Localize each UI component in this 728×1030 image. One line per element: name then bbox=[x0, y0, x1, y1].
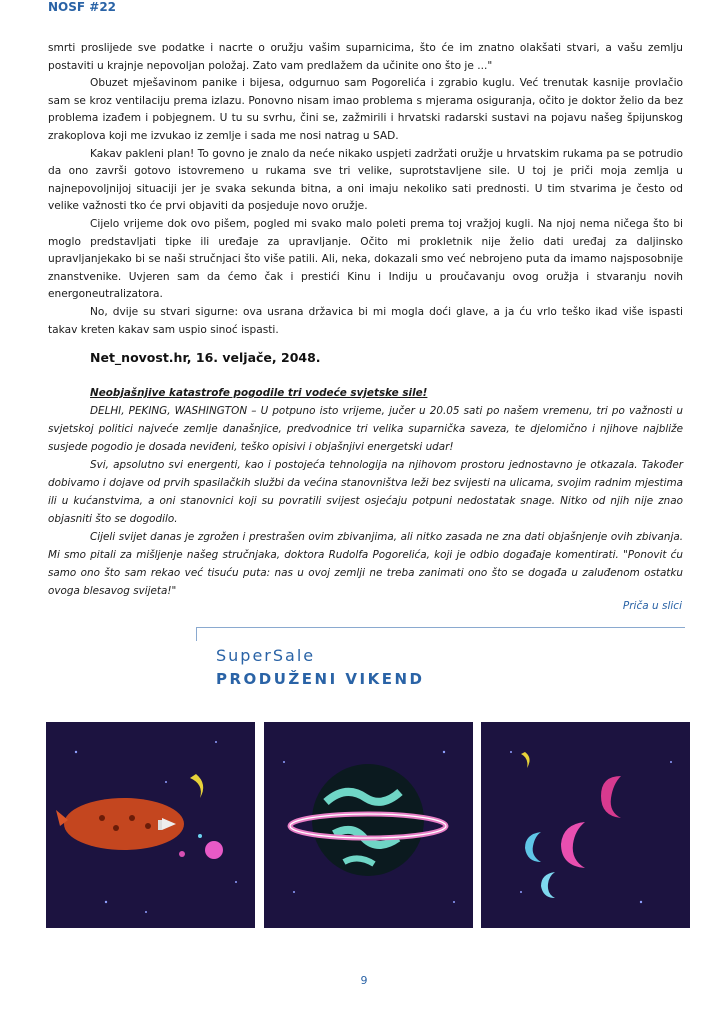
page-number: 9 bbox=[360, 974, 368, 987]
story-paragraph: No, dvije su stvari sigurne: ova usrana državica bi mi mogla doći glave, a ja ću vrlo teško ikad više ispasti takav kreten kakav sam uspio sinoć ispasti. bbox=[48, 305, 683, 336]
story-paragraph: smrti proslijede sve podatke i nacrte o oružju vašim suparnicima, što će im znatno olakšati stvari, a vašu zemlju postaviti u krajnje nepovoljan položaj. Zato vam predlažem da učinite ono što je ..." bbox=[48, 42, 683, 72]
story-paragraph: Cijelo vrijeme dok ovo pišem, pogled mi svako malo poleti prema toj vražjoj kugli. Na njoj nema ničega što bi moglo predstavljati tipke ili uređaje za upravljanje. Očito mi prokletnik nije želio dati uređaj za daljinsko upravljanjekako bi se naši stručnjaci što više patili. Ali, neka, dokazali smo već nebrojeno puta da imamo najsposobnije znanstvenike. Uvjeren sam da ćemo čak i prestići Kinu i Indiju u proučavanju ovog oružja i stvaranju novih energoneutralizatora. bbox=[48, 217, 683, 301]
news-dateline: DELHI, PEKING, WASHINGTON – U potpuno isto vrijeme, jučer u 20.05 sati po našem vremenu, tri po važnosti u svjetskoj politici najveće zemlje današnjice, predvodnice tri velika suparnička saveza, te djelomično i njihove najbliže susjede pogodio je dosada neviđeni, teško opisivi i objašnjivi energetski udar! bbox=[48, 405, 683, 453]
comic-panel-moons bbox=[481, 722, 690, 928]
section-divider-tick bbox=[196, 627, 197, 641]
comic-panel-spaceship bbox=[46, 722, 255, 928]
comic-title: SuperSale bbox=[216, 646, 316, 665]
news-paragraph: Svi, apsolutno svi energenti, kao i postojeća tehnologija na njihovom prostoru jednostavno je otkazala. Također dobivamo i dojave od prvih spasilačkih službi da većina stanovništva leži bez svijesti na ulicama, svojim radnim mjestima ili u kućanstvima, a oni stanovnici koji su povratili svijest osjećaju potpuni nedostatak snage. Nitko od njih nije znao objasniti što se dogodilo. bbox=[48, 459, 683, 525]
section-label: Priča u slici bbox=[622, 600, 682, 612]
story-text bbox=[48, 40, 683, 339]
news-paragraph: Cijeli svijet danas je zgrožen i prestrašen ovim zbivanjima, ali nitko zasada ne zna dati objašnjenje ovih zbivanja. Mi smo pitali za mišljenje našeg stručnjaka, doktora Rudolfa Pogorelića, koji je odbio događaje komentirati. "Ponovit ću samo ono što sam rekao već tisuću puta: nas u ovoj zemlji ne treba zanimati ono što se događa u zaluđenom ostatku ovoga blesavog svijeta!" bbox=[48, 531, 683, 597]
comic-panel-planet bbox=[264, 722, 473, 928]
magazine-issue-header: NOSF #22 bbox=[48, 0, 117, 14]
news-article bbox=[48, 384, 683, 600]
story-paragraph: Kakav pakleni plan! To govno je znalo da neće nikako uspjeti zadržati oružje u hrvatskim rukama pa se potrudio da ono završi gotovo istovremeno u rukama sve tri velike, suprotstavljene sile. U toj je priči moja zemlja u najnepovoljnijoj situaciji jer je svaka sekunda bitna, a oni imaju nekoliko sati prednosti. U tim stvarima je često od velike važnosti tko će prvi objaviti da posjeduje novo oružje. bbox=[48, 147, 683, 213]
comic-subtitle: PRODUŽENI VIKEND bbox=[216, 670, 425, 688]
news-source-heading: Net_novost.hr, 16. veljače, 2048. bbox=[90, 350, 321, 365]
story-paragraph: Obuzet mješavinom panike i bijesa, odgurnuo sam Pogorelića i zgrabio kuglu. Već trenutak kasnije provlačio sam se kroz ventilaciju prema izlazu. Ponovno nisam imao problema s mjerama osiguranja, očito je doktor želio da bez problema izađem i pobjegnem. U tu su svrhu, čini se, zažmirili i hrvatski radarski sustavi na pojavu našeg špijunskog zrakoplova koji me izvukao iz zemlje i sada me nosi natrag u SAD. bbox=[48, 77, 683, 142]
section-divider bbox=[196, 627, 685, 628]
news-headline: Neobjašnjive katastrofe pogodile tri vodeće svjetske sile! bbox=[90, 387, 428, 399]
